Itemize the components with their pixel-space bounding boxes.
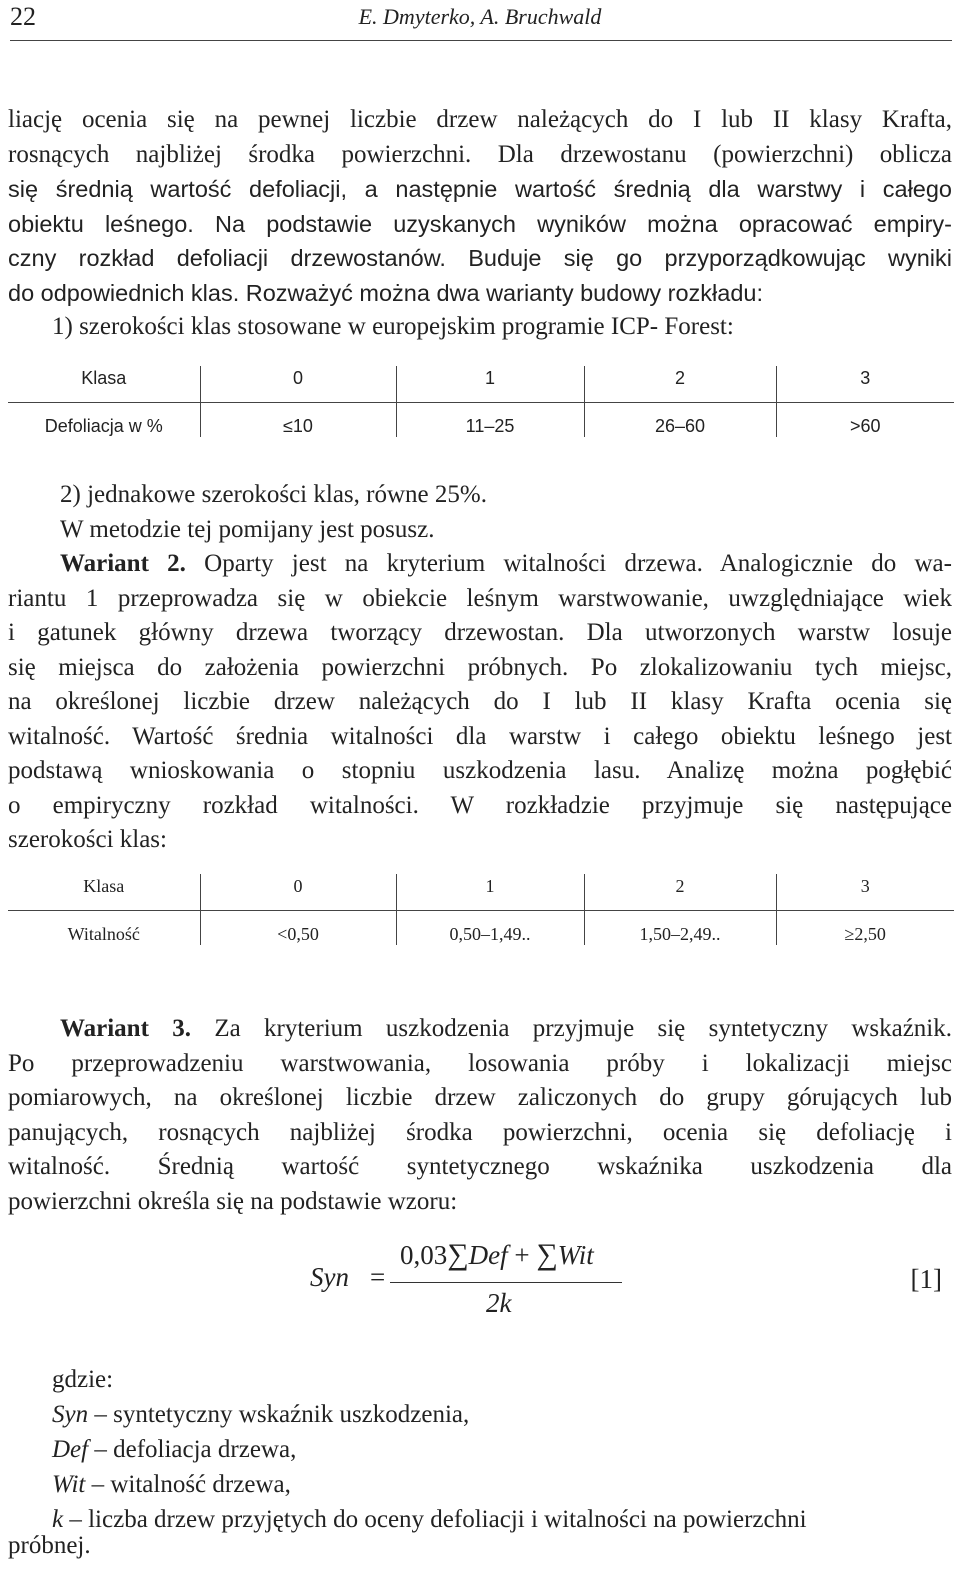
text-line: Po przeprowadzeniu warstwowania, losowania próby i lokalizacji miejsc — [8, 1049, 952, 1077]
table-cell: 26–60 — [584, 403, 776, 438]
definitions-intro: gdzie: — [52, 1366, 114, 1393]
formula-wit: Wit — [557, 1240, 594, 1270]
variant-3-label: Wariant 3. — [60, 1015, 191, 1042]
text-line: 2) jednakowe szerokości klas, równe 25%. — [60, 481, 487, 508]
table-cell: 1 — [396, 874, 584, 911]
definition-term: Syn — [52, 1401, 89, 1428]
text-line: obiektu leśnego. Na podstawie uzyskanych wyników można opracować empiry- — [8, 210, 952, 237]
text-line: powierzchni określa się na podstawie wzoru: — [8, 1187, 458, 1215]
formula-denominator: 2k — [486, 1288, 512, 1318]
table-cell: ≥2,50 — [776, 911, 954, 946]
text-line: rosnących najbliżej środka powierzchni. Dla drzewostanu (powierzchni) oblicza — [8, 140, 952, 168]
table-cell: 1 — [396, 366, 584, 403]
table-cell: 1,50–2,49.. — [584, 911, 776, 946]
table-cell: 0 — [200, 874, 396, 911]
table-cell: 3 — [776, 366, 954, 403]
table-row — [8, 911, 954, 946]
table-cell: 2 — [584, 366, 776, 403]
text-line: witalność. Wartość średnia witalności dla warstw i całego obiektu leśnego jest — [8, 722, 952, 750]
table-cell: Witalność — [67, 924, 140, 944]
table-cell: Klasa — [8, 366, 200, 403]
text-span: Za kryterium uszkodzenia przyjmuje się syntetyczny wskaźnik. — [190, 1015, 952, 1042]
variant-2-label: Wariant 2. — [60, 550, 186, 577]
table-cell: ≤10 — [200, 403, 396, 438]
table-row — [8, 874, 954, 911]
table-cell: Defoliacja w % — [44, 416, 163, 436]
paragraph-2 — [8, 478, 952, 858]
table-cell: 11–25 — [396, 403, 584, 438]
text-line: panujących, rosnących najbliżej środka powierzchni, ocenia się defoliację i — [8, 1118, 952, 1146]
definitions-tail: próbnej. — [8, 1532, 91, 1559]
formula-equals: = — [370, 1262, 386, 1292]
defoliation-class-table — [8, 366, 954, 437]
text-line: do odpowiednich klas. Rozważyć można dwa warianty budowy rozkładu: — [8, 279, 763, 306]
definitions-list — [52, 1362, 952, 1537]
sum-symbol: ∑ — [447, 1238, 469, 1271]
formula-lhs: Syn — [310, 1262, 349, 1292]
formula-numerator — [400, 1238, 594, 1272]
text-line: czny rozkład defoliacji drzewostanów. Buduje się go przyporządkowując wyniki — [8, 245, 952, 271]
definition-term: k — [52, 1506, 64, 1533]
definition-term: Def — [52, 1436, 89, 1463]
text-line: się średnią wartość defoliacji, a następnie wartość średnią dla warstwy i całego — [8, 176, 952, 202]
text-line: riantu 1 przeprowadza się w obiekcie leśnym warstwowanie, uwzględniające wiek — [8, 584, 952, 612]
header-rule — [10, 40, 952, 41]
paragraph-3 — [8, 1012, 952, 1219]
formula-1 — [310, 1236, 950, 1326]
vitality-class-table — [8, 874, 954, 945]
running-head: E. Dmyterko, A. Bruchwald — [358, 4, 602, 29]
table-cell: Klasa — [8, 874, 200, 911]
definition-item — [52, 1467, 952, 1502]
table-cell: 3 — [776, 874, 954, 911]
definition-desc: – witalność drzewa, — [85, 1471, 291, 1498]
text-line — [8, 1012, 952, 1047]
definition-item — [52, 1502, 952, 1537]
formula-plus: + — [514, 1240, 530, 1270]
text-line: W metodzie tej pomijany jest posusz. — [60, 515, 435, 543]
text-line: i gatunek główny drzewa tworzący drzewostan. Dla utworzonych warstw losuje — [8, 619, 952, 646]
definition-desc: – liczba drzew przyjętych do oceny defoliacji i witalności na powierzchni — [63, 1506, 807, 1533]
definition-desc: – defoliacja drzewa, — [88, 1436, 297, 1463]
page-header — [0, 0, 960, 42]
table-row — [8, 366, 954, 403]
fraction-bar — [390, 1282, 622, 1283]
text-line: 1) szerokości klas stosowane w europejskim programie ICP- Forest: — [52, 313, 734, 340]
table-cell: 0,50–1,49.. — [396, 911, 584, 946]
table-cell: 0 — [200, 366, 396, 403]
definition-desc: – syntetyczny wskaźnik uszkodzenia, — [88, 1401, 470, 1428]
table-cell: <0,50 — [200, 911, 396, 946]
paragraph-1 — [8, 103, 952, 345]
text-span: Oparty jest na kryterium witalności drzewa. Analogicznie do wa- — [185, 550, 952, 577]
table-cell: 2 — [584, 874, 776, 911]
table-row — [8, 403, 954, 438]
text-line — [8, 547, 952, 582]
text-line: pomiarowych, na określonej liczbie drzew zaliczonych do grupy górujących lub — [8, 1084, 952, 1111]
sum-symbol: ∑ — [536, 1238, 558, 1271]
equation-number: [1] — [910, 1264, 942, 1294]
text-line: o empiryczny rozkład witalności. W rozkładzie przyjmuje się następujące — [8, 791, 952, 819]
text-line: się miejsca do założenia powierzchni próbnych. Po zlokalizowaniu tych miejsc, — [8, 653, 952, 681]
text-line: na określonej liczbie drzew należących do I lub II klasy Krafta ocenia się — [8, 688, 952, 715]
definition-item — [52, 1432, 952, 1467]
table-cell: >60 — [776, 403, 954, 438]
formula-def: Def — [468, 1240, 508, 1270]
text-line: witalność. Średnią wartość syntetycznego wskaźnika uszkodzenia dla — [8, 1153, 952, 1180]
definition-term: Wit — [52, 1471, 86, 1498]
page-number: 22 — [10, 2, 36, 31]
text-line: podstawą wnioskowania o stopniu uszkodzenia lasu. Analizę można pogłębić — [8, 757, 952, 784]
formula-coefficient: 0,03 — [400, 1240, 448, 1270]
text-line: szerokości klas: — [8, 826, 167, 853]
text-line: liację ocenia się na pewnej liczbie drzew należących do I lub II klasy Krafta, — [8, 106, 952, 133]
definition-item — [52, 1397, 952, 1432]
